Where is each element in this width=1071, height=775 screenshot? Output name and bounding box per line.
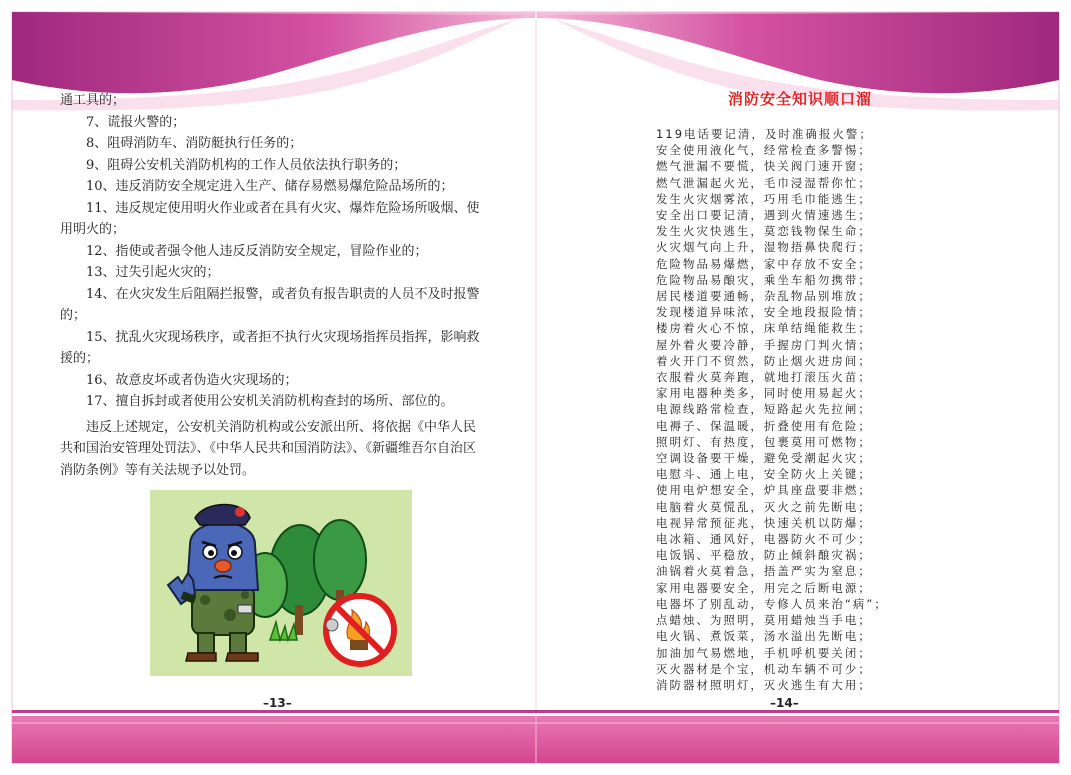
rhyme-line: 油锅着火莫着急，捂盖严实为窒息；	[656, 564, 872, 579]
rhyme-line: 火灾烟气向上升，湿物捂鼻快爬行；	[656, 240, 872, 255]
mascot-character	[168, 505, 258, 662]
no-fire-prohibition-icon	[326, 596, 394, 664]
left-page-text	[60, 90, 480, 481]
paragraph: 9、阻碍公安机关消防机构的工作人员依法执行职务的；	[86, 157, 407, 173]
paragraph: 15、扰乱火灾现场秩序，或者拒不执行火灾现场指挥员指挥，影响救援的；	[60, 329, 480, 366]
rhyme-line: 居民楼道要通畅，杂乱物品别堆放；	[656, 289, 872, 304]
paragraph: 10、违反消防安全规定进入生产、储存易燃易爆危险品场所的；	[86, 179, 454, 194]
rhyme-line: 电火锅、煮饭菜，汤水溢出先断电；	[656, 629, 872, 644]
paragraph: 11、违反规定使用明火作业或者在具有火灾、爆炸危险场所吸烟、使用明火的；	[60, 200, 480, 237]
rhyme-line: 家用电器要安全，用完之后断电源；	[656, 580, 872, 595]
rhyme-line: 危险物品易爆燃，家中存放不安全；	[656, 256, 872, 271]
rhyme-line: 衣服着火莫奔跑，就地打滚压火苗；	[656, 370, 872, 385]
rhyme-line: 电源线路常检查，短路起火先拉闸；	[656, 402, 872, 417]
rhyme-line: 灭火器材是个宝，机动车辆不可少；	[656, 661, 872, 676]
rhyme-line: 着火开门不贸然，防止烟火进房间；	[656, 353, 872, 368]
rhyme-title: 消防安全知识顺口溜	[727, 90, 872, 108]
rhyme-line: 照明灯、有热度，包裹莫用可燃物；	[656, 434, 872, 449]
rhyme-line: 119电话要记清，及时准确报火警；	[656, 127, 873, 141]
paragraph: 7、谎报火警的；	[86, 114, 186, 130]
rhyme-line: 消防器材照明灯，灭火逃生有大用；	[656, 677, 872, 692]
paragraph: 通工具的；	[60, 93, 126, 108]
rhyme-line: 电褥子、保温暖，折叠使用有危险；	[656, 418, 872, 433]
rhyme-line: 发现楼道异味浓，安全地段报险情；	[656, 305, 872, 320]
rhyme-line: 危险物品易酿灾，乘坐车船勿携带；	[656, 272, 872, 287]
rhyme-line: 电视异常预征兆，快速关机以防爆；	[656, 515, 872, 530]
rhyme-line: 使用电炉想安全，炉具座盘要非燃；	[656, 483, 872, 498]
paragraph: 8、阻碍消防车、消防艇执行任务的；	[86, 136, 303, 151]
paragraph: 13、过失引起火灾的；	[86, 265, 220, 280]
rhyme-line: 加油加气易燃地，手机呼机要关闭；	[656, 645, 872, 660]
rhyme-line: 燃气泄漏不要慌，快关阀门速开窗；	[656, 159, 872, 174]
rhyme-line: 燃气泄漏起火光，毛巾浸湿帮你忙；	[656, 175, 872, 190]
paragraph: 16、故意皮坏或者伪造火灾现场的；	[86, 372, 298, 388]
rhyme-list	[656, 126, 926, 693]
rhyme-line: 电慰斗、通上电，安全防火上关键；	[656, 467, 872, 482]
paragraph: 17、擅自拆封或者使用公安机关消防机构查封的场所、部位的。	[86, 394, 454, 409]
rhyme-line: 电冰箱、通风好，电器防火不可少；	[656, 532, 872, 547]
rhyme-line: 发生火灾快逃生，莫恋钱物保生命；	[656, 224, 872, 239]
rhyme-line: 安全出口要记清，遇到火情速逃生；	[656, 208, 872, 223]
rhyme-line: 发生火灾烟雾浓，巧用毛巾能逃生；	[656, 191, 872, 206]
rhyme-line: 家用电器种类多，同时使用易起火；	[656, 386, 872, 401]
rhyme-line: 楼房着火心不惊，床单结绳能救生；	[656, 321, 872, 336]
paragraph: 14、在火灾发生后阻隔拦报警，或者负有报告职责的人员不及时报警的；	[60, 286, 480, 323]
firefighter-mascot-icon	[150, 490, 412, 676]
paragraph: 12、指使或者强令他人违反反消防安全规定，冒险作业的；	[86, 243, 428, 259]
firefighter-illustration	[150, 490, 412, 676]
page-number-right: –14–	[770, 696, 799, 710]
rhyme-line: 点蜡烛、为照明，莫用蜡烛当手电；	[656, 613, 872, 628]
rhyme-line: 电饭锅、平稳放，防止倾斜酿灾祸；	[656, 548, 872, 563]
paragraph: 违反上述规定，公安机关消防机构或公安派出所、将依据《中华人民共和国治安管理处罚法》、《中华人民共和国消防法》、《新疆维吾尔自治区消防条例》等有关法规予以处罚。	[60, 419, 477, 478]
rhyme-line: 电脑着火莫慌乱，灭火之前先断电；	[656, 499, 872, 514]
rhyme-line: 电器坏了别乱动，专修人员来治“病”；	[656, 596, 888, 611]
page-number-left: –13–	[263, 696, 292, 710]
rhyme-line: 屋外着火要冷静，手握房门判火情；	[656, 337, 872, 352]
rhyme-line: 安全使用液化气，经常检查多警惕；	[656, 143, 872, 158]
rhyme-line: 空调设备要干燥，避免受潮起火灾；	[656, 451, 872, 466]
